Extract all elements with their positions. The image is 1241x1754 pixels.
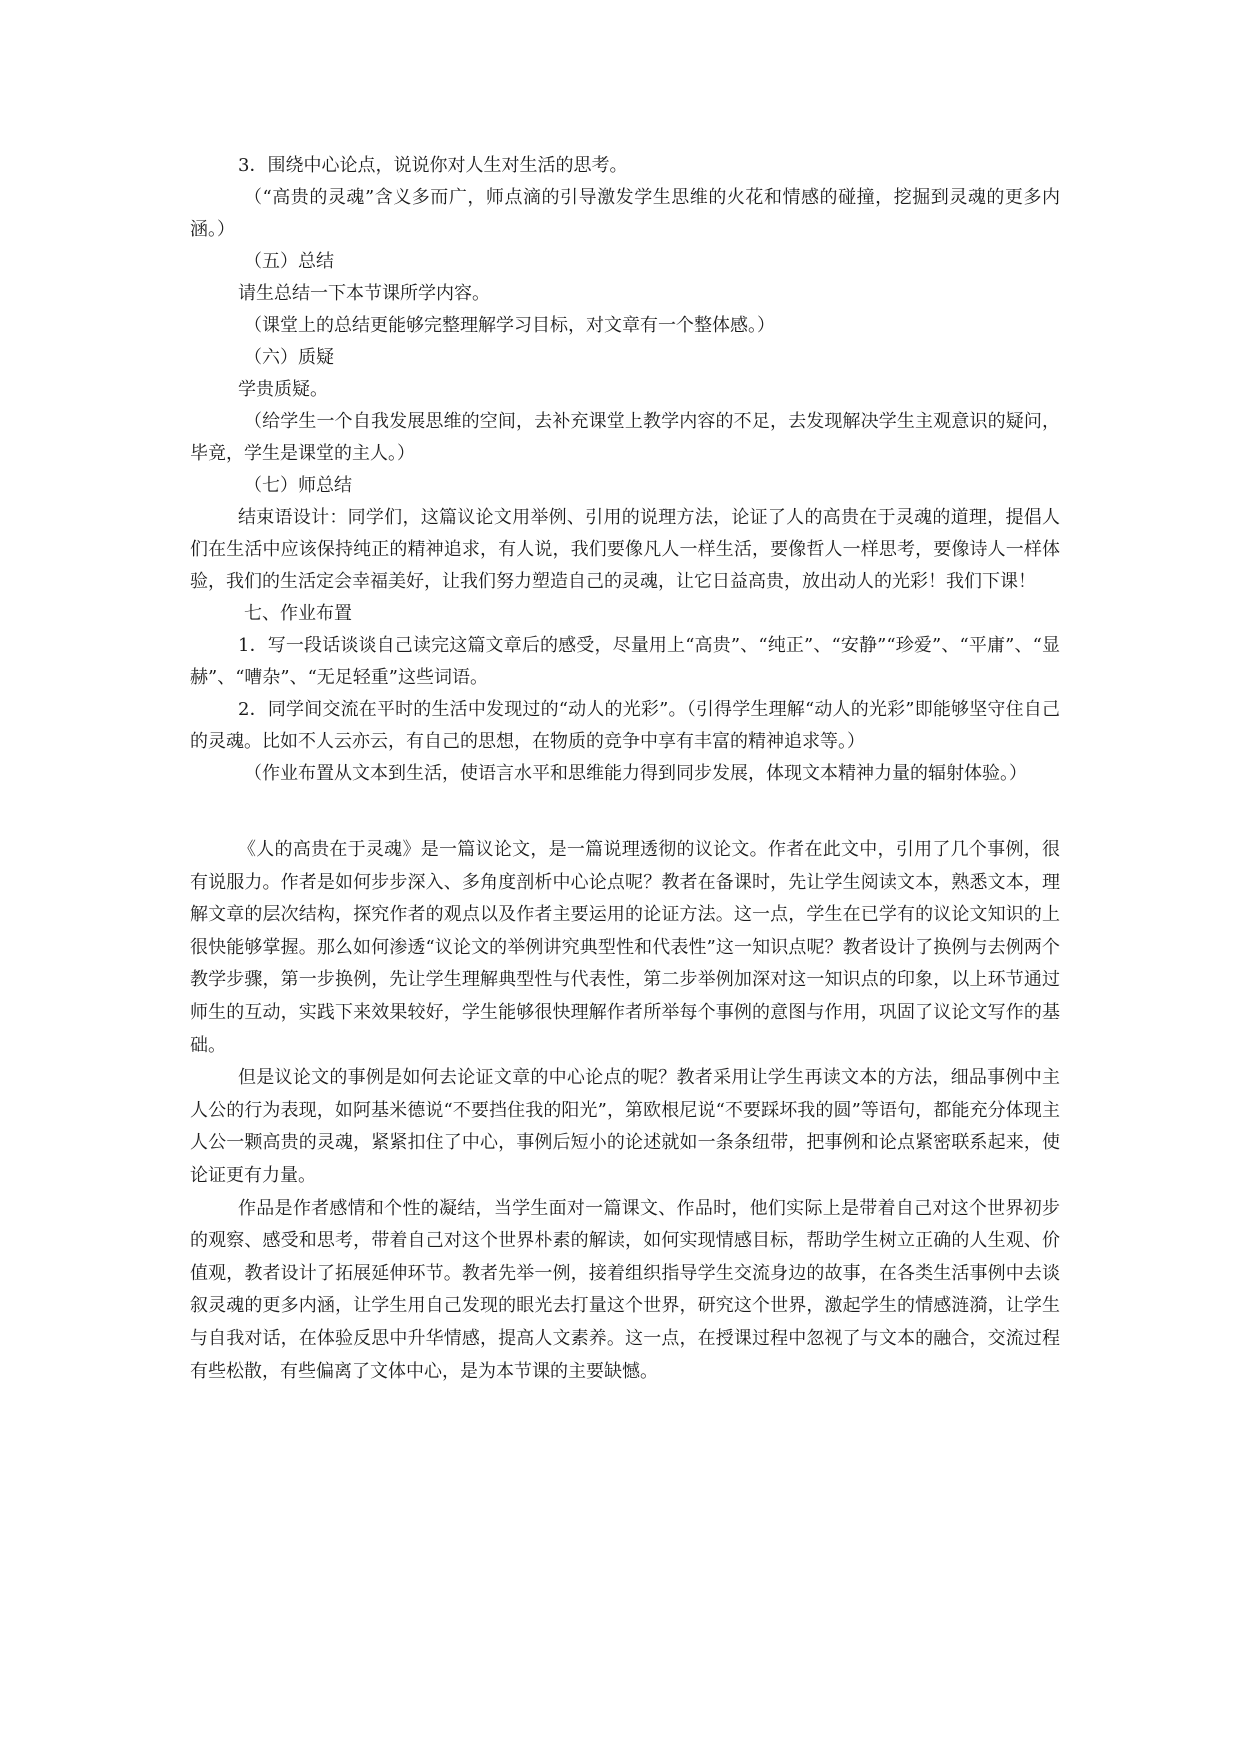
step-6-heading: （六）质疑 <box>244 347 334 368</box>
lesson-item-3: 3．围绕中心论点，说说你对人生对生活的思考。 <box>238 155 628 176</box>
homework-note: （作业布置从文本到生活，使语言水平和思维能力得到同步发展，体现文本精神力量的辐射体验。） <box>244 763 1027 784</box>
document-page <box>190 150 1060 1388</box>
lesson-plan-section <box>190 150 1060 790</box>
step-6-text: 学贵质疑。 <box>238 379 328 400</box>
homework-item-2: 2．同学间交流在平时的生活中发现过的“动人的光彩”。（引得学生理解“动人的光彩”即能够坚守住自己的灵魂。比如不人云亦云，有自己的思想，在物质的竞争中享有丰富的精神追求等。） <box>190 699 1060 752</box>
step-6-note: （给学生一个自我发展思维的空间，去补充课堂上教学内容的不足，去发现解决学生主观意识的疑问，毕竟，学生是课堂的主人。） <box>190 411 1060 464</box>
reflection-paragraph-3: 作品是作者感情和个性的凝结，当学生面对一篇课文、作品时，他们实际上是带着自己对这个世界初步的观察、感受和思考，带着自己对这个世界朴素的解读，如何实现情感目标，帮助学生树立正确的人生观、价值观，教者设计了拓展延伸环节。教者先举一例，接着组织指导学生交流身边的故事，在各类生活事例中去谈叙灵魂的更多内涵，让学生用自己发现的眼光去打量这个世界，研究这个世界，激起学生的情感涟漪，让学生与自我对话，在体验反思中升华情感，提高人文素养。这一点，在授课过程中忽视了与文本的融合，交流过程有些松散，有些偏离了文体中心，是为本节课的主要缺憾。 <box>190 1197 1060 1382</box>
step-7-text: 结束语设计：同学们，这篇议论文用举例、引用的说理方法，论证了人的高贵在于灵魂的道理，提倡人们在生活中应该保持纯正的精神追求，有人说，我们要像凡人一样生活，要像哲人一样思考，要像诗人一样体验，我们的生活定会幸福美好，让我们努力塑造自己的灵魂，让它日益高贵，放出动人的光彩！我们下课！ <box>190 507 1060 592</box>
section-spacer <box>190 790 1060 822</box>
teaching-reflection-section <box>190 834 1060 1388</box>
step-7-heading: （七）师总结 <box>244 475 352 496</box>
homework-item-1: 1．写一段话谈谈自己读完这篇文章后的感受，尽量用上“高贵”、“纯正”、“安静”“珍爱”、“平庸”、“显赫”、“嘈杂”、“无足轻重”这些词语。 <box>190 635 1060 688</box>
reflection-paragraph-1: 《人的高贵在于灵魂》是一篇议论文，是一篇说理透彻的议论文。作者在此文中，引用了几个事例，很有说服力。作者是如何步步深入、多角度剖析中心论点呢？教者在备课时，先让学生阅读文本，熟悉文本，理解文章的层次结构，探究作者的观点以及作者主要运用的论证方法。这一点，学生在已学有的议论文知识的上很快能够掌握。那么如何渗透“议论文的举例讲究典型性和代表性”这一知识点呢？教者设计了换例与去例两个教学步骤，第一步换例，先让学生理解典型性与代表性，第二步举例加深对这一知识点的印象，以上环节通过师生的互动，实践下来效果较好，学生能够很快理解作者所举每个事例的意图与作用，巩固了议论文写作的基础。 <box>190 839 1060 1056</box>
lesson-item-3-note: （“高贵的灵魂”含义多而广，师点滴的引导激发学生思维的火花和情感的碰撞，挖掘到灵魂的更多内涵。） <box>190 187 1060 240</box>
reflection-paragraph-2: 但是议论文的事例是如何去论证文章的中心论点的呢？教者采用让学生再读文本的方法，细品事例中主人公的行为表现，如阿基米德说“不要挡住我的阳光”，第欧根尼说“不要踩坏我的圆”等语句，都能充分体现主人公一颗高贵的灵魂，紧紧扣住了中心，事例后短小的论述就如一条条纽带，把事例和论点紧密联系起来，使论证更有力量。 <box>190 1067 1060 1186</box>
step-5-heading: （五）总结 <box>244 251 334 272</box>
step-5-note: （课堂上的总结更能够完整理解学习目标，对文章有一个整体感。） <box>244 315 775 336</box>
step-5-text: 请生总结一下本节课所学内容。 <box>238 283 490 304</box>
homework-heading: 七、作业布置 <box>244 603 352 624</box>
